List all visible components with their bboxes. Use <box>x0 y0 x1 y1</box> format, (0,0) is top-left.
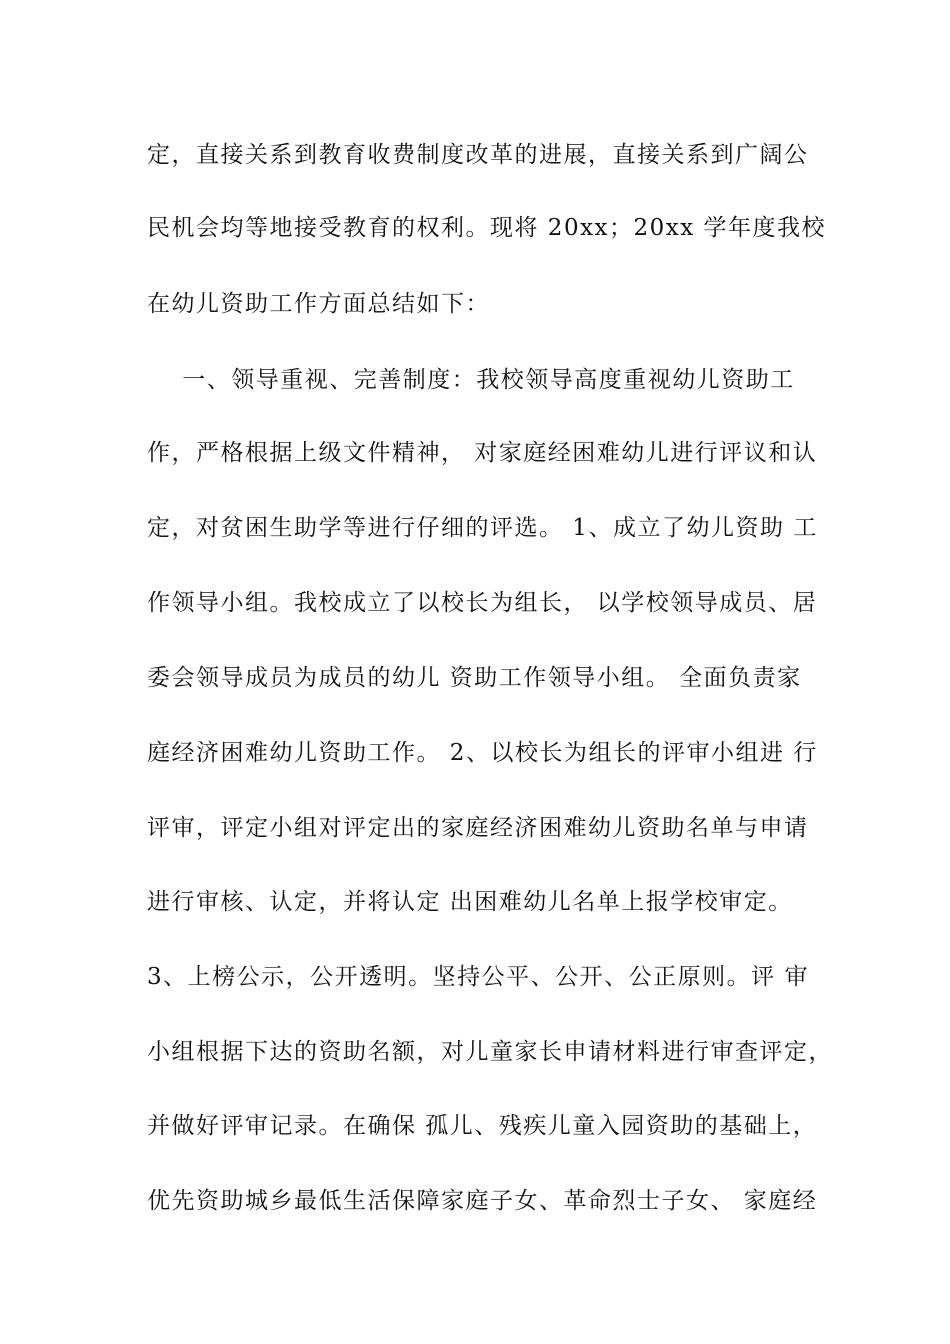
text-line: 一、领导重视、完善制度：我校领导高度重视幼儿资助工 <box>147 367 795 393</box>
text-line: 庭经济困难幼儿资助工作。 2、以校长为组长的评审小组进 行 <box>147 740 818 766</box>
text-line: 在幼儿资助工作方面总结如下： <box>147 291 490 317</box>
text-line: 小组根据下达的资助名额，对儿童家长申请材料进行审查评定， <box>147 1039 833 1065</box>
text-line: 并做好评审记录。在确保 孤儿、残疾儿童入园资助的基础上， <box>147 1113 818 1139</box>
text-line: 3、上榜公示，公开透明。坚持公平、公开、公正原则。评 审 <box>147 964 809 990</box>
text-line: 进行审核、认定，并将认定 出困难幼儿名单上报学校审定。 <box>147 889 793 915</box>
text-line: 定，直接关系到教育收费制度改革的进展，直接关系到广阔公 <box>147 142 809 168</box>
text-line: 作，严格根据上级文件精神， 对家庭经困难幼儿进行评议和认 <box>147 440 818 466</box>
text-line: 民机会均等地接受教育的权利。现将 20xx；20xx 学年度我校 <box>147 215 827 241</box>
text-line: 评审，评定小组对评定出的家庭经济困难幼儿资助名单与申请 <box>147 815 809 841</box>
text-line: 作领导小组。我校成立了以校长为组长， 以学校领导成员、居 <box>147 590 818 616</box>
text-line: 定，对贫困生助学等进行仔细的评选。 1、成立了幼儿资助 工 <box>147 515 818 541</box>
text-line: 优先资助城乡最低生活保障家庭子女、革命烈士子女、 家庭经 <box>147 1188 818 1214</box>
text-line: 委会领导成员为成员的幼儿 资助工作领导小组。 全面负责家 <box>147 665 802 691</box>
